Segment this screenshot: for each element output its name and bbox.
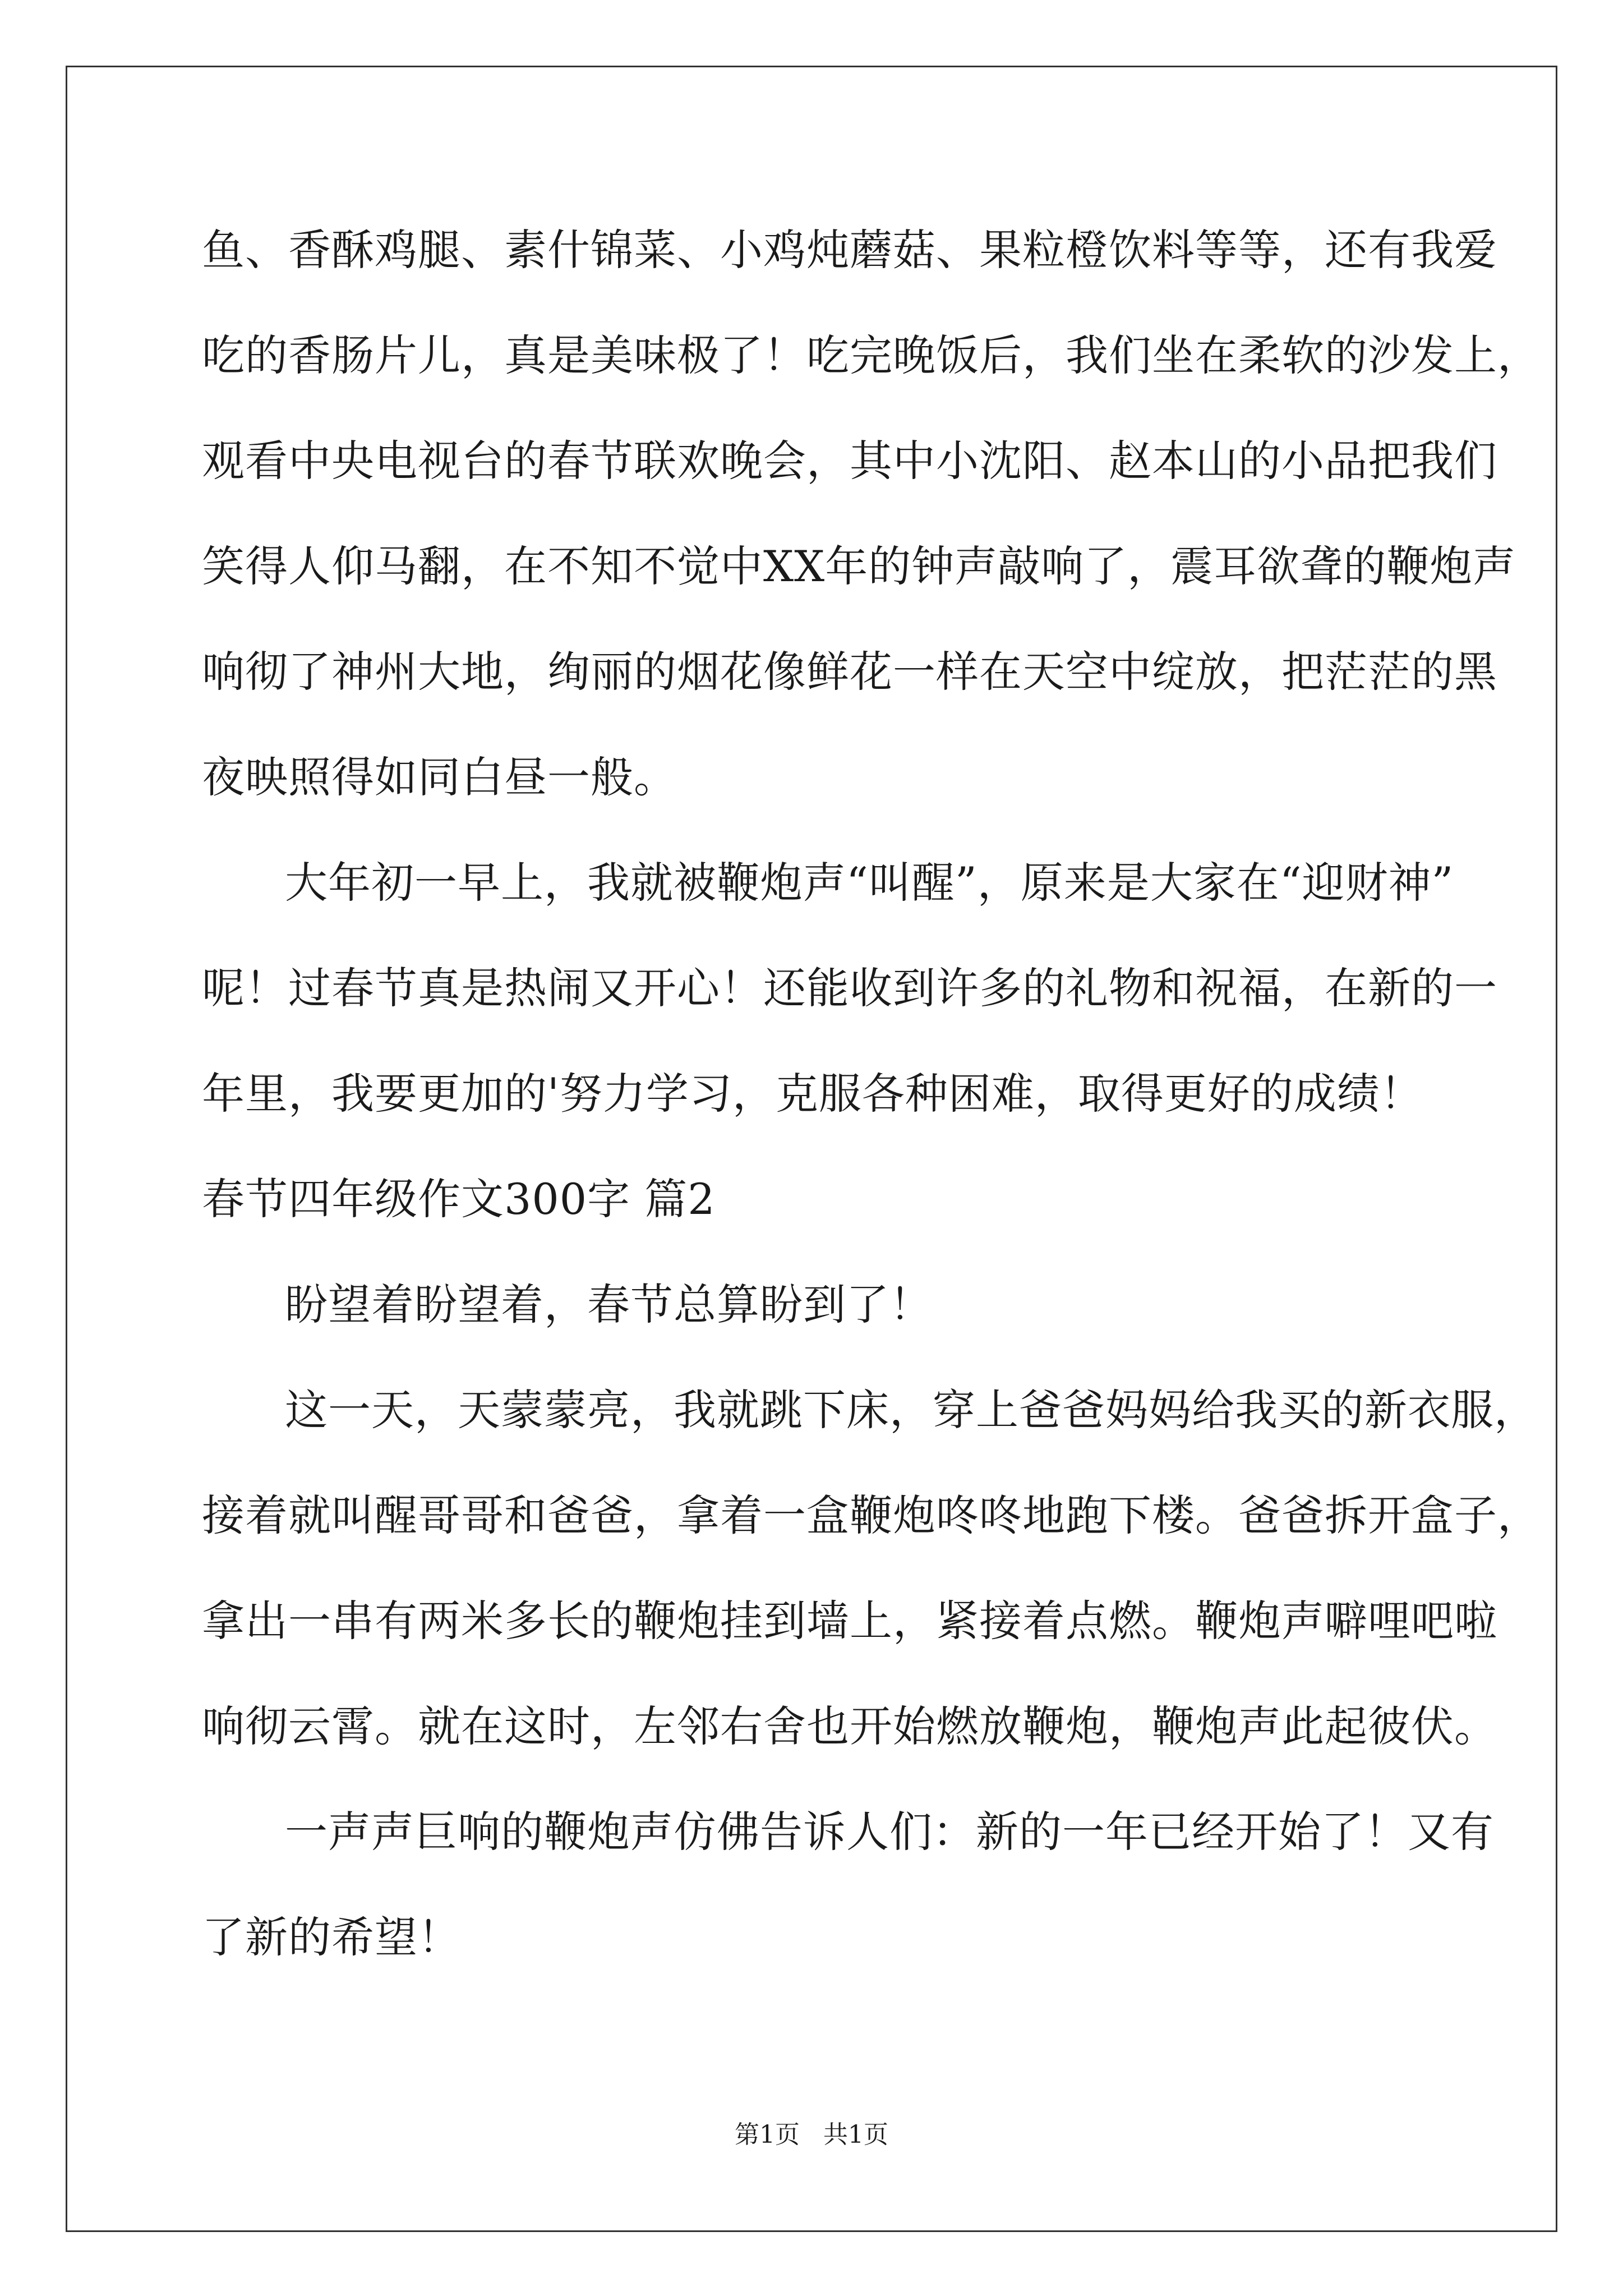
body-text-line: 接着就叫醒哥哥和爸爸，拿着一盒鞭炮咚咚地跑下楼。爸爸拆开盒子， xyxy=(202,1490,1541,1540)
body-text-line: 夜映照得如同白昼一般。 xyxy=(202,752,677,802)
paragraph-first-line: 盼望着盼望着，春节总算盼到了！ xyxy=(285,1280,933,1329)
paragraph-first-line: 大年初一早上，我就被鞭炮声“叫醒”，原来是大家在“迎财神” xyxy=(285,858,1454,908)
body-text-line: 鱼、香酥鸡腿、素什锦菜、小鸡炖蘑菇、果粒橙饮料等等，还有我爱 xyxy=(202,225,1497,275)
body-text-line: 年里，我要更加的'努力学习，克服各种困难，取得更好的成绩！ xyxy=(202,1069,1423,1119)
body-text-line: 笑得人仰马翻，在不知不觉中XX年的钟声敲响了，震耳欲聋的鞭炮声 xyxy=(202,541,1516,591)
paragraph-first-line: 这一天，天蒙蒙亮，我就跳下床，穿上爸爸妈妈给我买的新衣服， xyxy=(285,1385,1537,1435)
page-border xyxy=(66,66,1557,2232)
body-text-line: 呢！过春节真是热闹又开心！还能收到许多的礼物和祝福，在新的一 xyxy=(202,963,1497,1013)
body-text-line: 观看中央电视台的春节联欢晚会，其中小沈阳、赵本山的小品把我们 xyxy=(202,436,1497,486)
paragraph-first-line: 一声声巨响的鞭炮声仿佛告诉人们：新的一年已经开始了！又有 xyxy=(285,1807,1494,1857)
page-footer: 第1页 共1页 xyxy=(735,2120,888,2149)
body-text-line: 拿出一串有两米多长的鞭炮挂到墙上，紧接着点燃。鞭炮声噼哩吧啦 xyxy=(202,1596,1497,1646)
body-text-line: 吃的香肠片儿，真是美味极了！吃完晚饭后，我们坐在柔软的沙发上， xyxy=(202,330,1541,380)
body-text-line: 了新的希望！ xyxy=(202,1912,461,1962)
body-text-line: 响彻了神州大地，绚丽的烟花像鲜花一样在天空中绽放，把茫茫的黑 xyxy=(202,647,1497,697)
section-heading: 春节四年级作文300字 篇2 xyxy=(202,1174,716,1224)
body-text-line: 响彻云霄。就在这时，左邻右舍也开始燃放鞭炮，鞭炮声此起彼伏。 xyxy=(202,1701,1497,1751)
